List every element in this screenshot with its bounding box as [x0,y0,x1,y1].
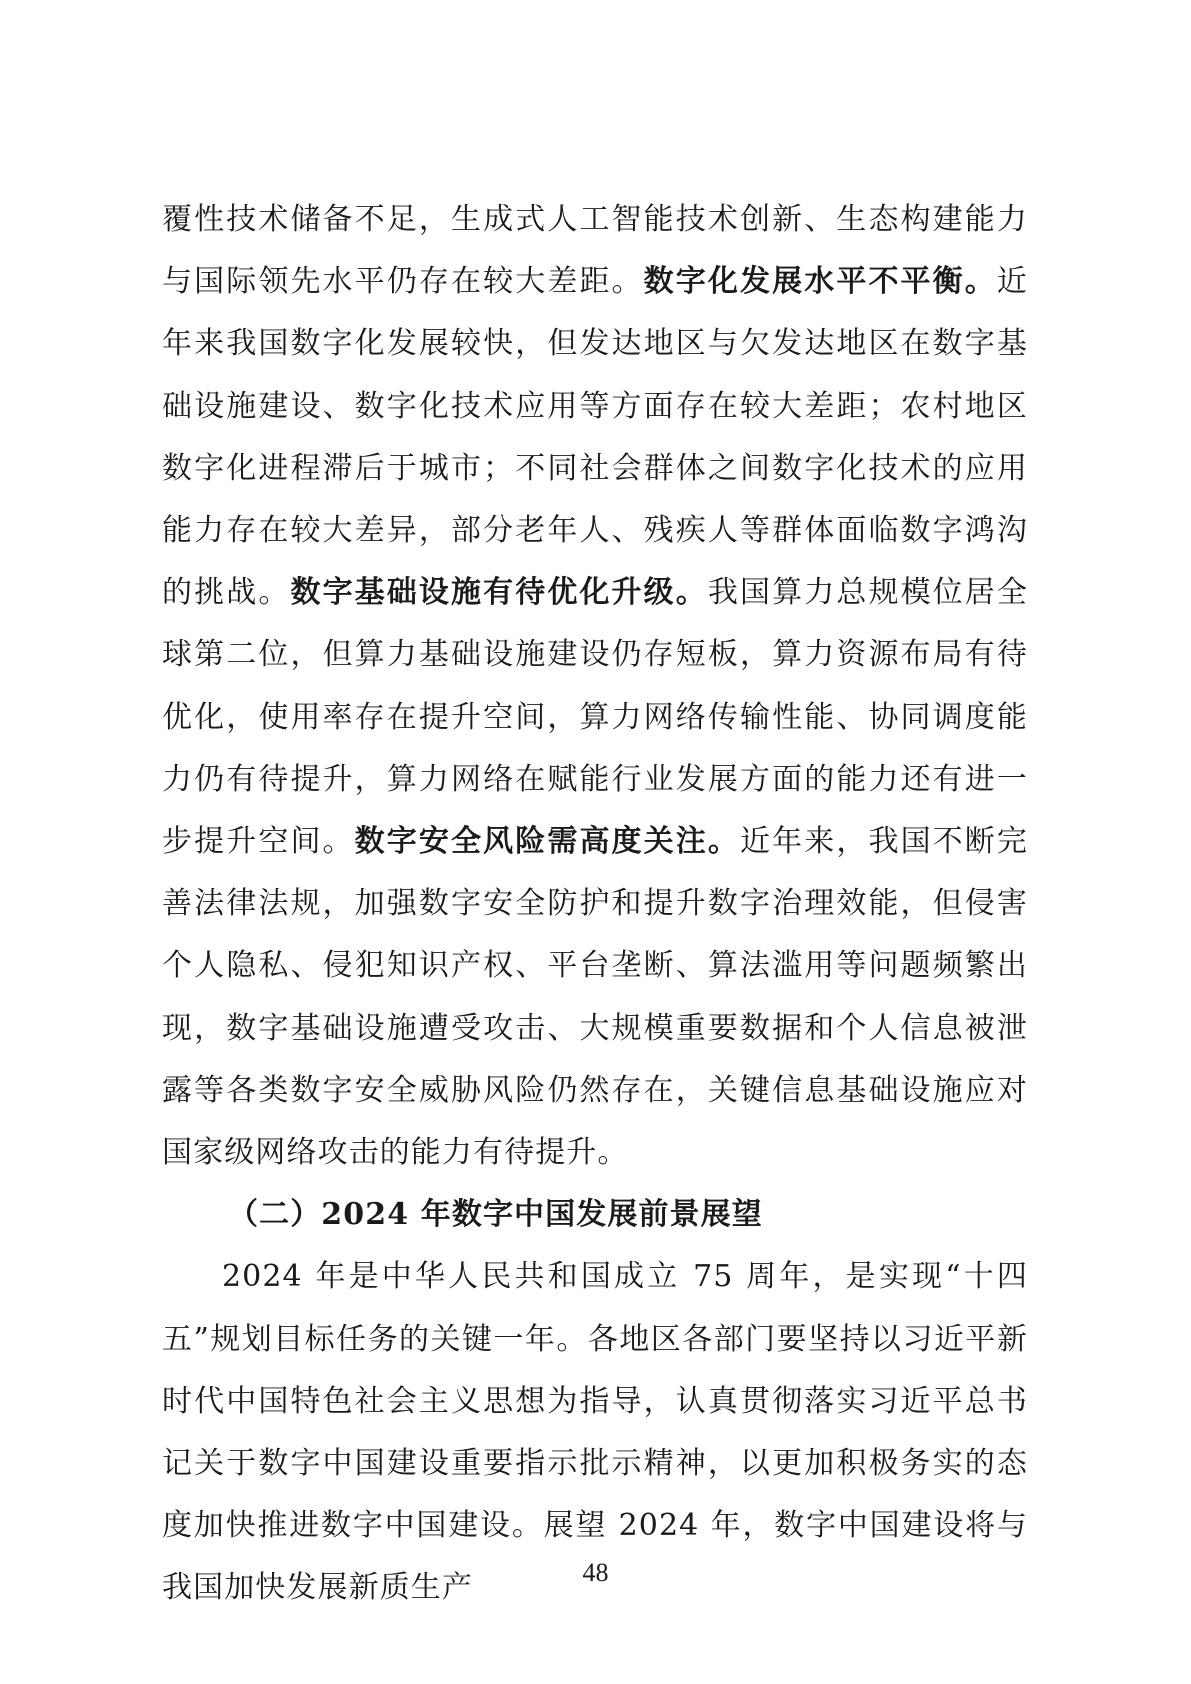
page-body [162,189,1028,1620]
subheading-infrastructure-upgrade: 数字基础设施有待优化升级。 [290,575,708,611]
page-number: 48 [582,1558,609,1587]
paragraph-2024-outlook: 2024 年是中华人民共和国成立 75 周年，是实现“十四五”规划目标任务的关键一年。各地区各部门要坚持以习近平新时代中国特色社会主义思想为指导，认真贯彻落实习近平总书记关于数字中国建设重要指示批示精神，以更加积极务实的态度加快推进数字中国建设。展望 2024 年，数字中国建设将与我国加快发展新质生产 [162,1259,1028,1606]
paragraph-1-text: 近年来我国数字化发展较快，但发达地区与欠发达地区在数字基础设施建设、数字化技术应用等方面存在较大差距；农村地区数字化进程滞后于城市；不同社会群体之间数字化技术的应用能力存在较大差异，部分老年人、残疾人等群体面临数字鸿沟的挑战。 [162,264,1028,611]
section-heading: （二）2024 年数字中国发展前景展望 [228,1197,763,1233]
paragraph-1-text: 近年来，我国不断完善法律法规，加强数字安全防护和提升数字治理效能，但侵害个人隐私、侵犯知识产权、平台垄断、算法滥用等问题频繁出现，数字基础设施遭受攻击、大规模重要数据和个人信息被泄露等各类数字安全威胁风险仍然存在，关键信息基础设施应对国家级网络攻击的能力有待提升。 [162,824,1029,1171]
paragraph-1-text: 覆性技术储备不足，生成式人工智能技术创新、生态构建能力与国际领先水平仍存在较大差距。 [162,202,1028,300]
paragraph-1-text: 我国算力总规模位居全球第二位，但算力基础设施建设仍存短板，算力资源布局有待优化，使用率存在提升空间，算力网络传输性能、协同调度能力仍有待提升，算力网络在赋能行业发展方面的能力还有进一步提升空间。 [162,575,1029,860]
subheading-security-risk: 数字安全风险需高度关注。 [354,824,741,860]
subheading-digital-imbalance: 数字化发展水平不平衡。 [643,264,997,300]
paragraph-digital-challenges [162,189,1028,1184]
